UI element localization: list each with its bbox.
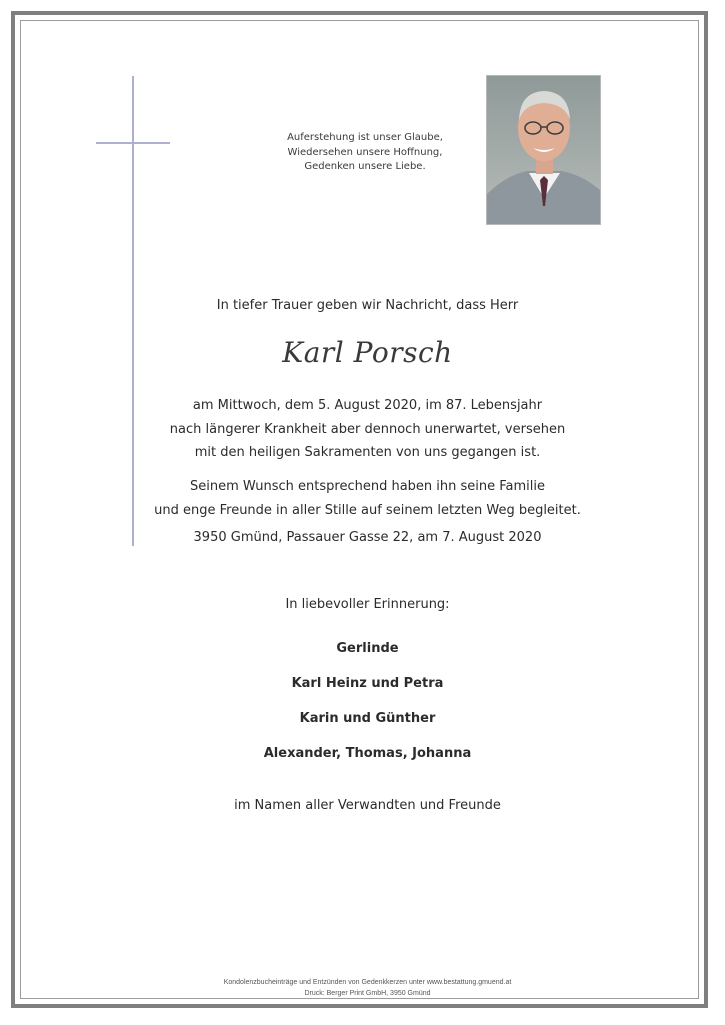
- footer-line: Druck: Berger Print GmbH, 3950 Gmünd: [304, 990, 431, 997]
- death-details: [100, 394, 635, 465]
- cross-icon-horizontal: [96, 142, 170, 144]
- family-member: Alexander, Thomas, Johanna: [263, 746, 472, 761]
- closing-text: im Namen aller Verwandten und Freunde: [234, 798, 501, 813]
- details-line: am Mittwoch, dem 5. August 2020, im 87. Lebensjahr: [192, 398, 543, 413]
- family-member: Gerlinde: [336, 641, 399, 656]
- details-line: mit den heiligen Sakramenten von uns gegangen ist.: [194, 445, 541, 460]
- quote-line: Wiedersehen unsere Hoffnung,: [287, 146, 443, 158]
- memory-heading: In liebevoller Erinnerung:: [285, 597, 450, 612]
- intro-text: In tiefer Trauer geben wir Nachricht, dass Herr: [216, 298, 519, 313]
- family-member: Karin und Günther: [299, 711, 436, 726]
- burial-line: und enge Freunde in aller Stille auf seinem letzten Weg begleitet.: [154, 502, 581, 518]
- family-member: Karl Heinz und Petra: [291, 676, 444, 691]
- burial-notice: [100, 475, 635, 522]
- quote-line: Auferstehung ist unser Glaube,: [287, 132, 443, 143]
- portrait-image: [487, 76, 601, 225]
- details-line: nach längerer Krankheit aber dennoch unerwartet, versehen: [169, 421, 566, 437]
- portrait-photo: [486, 75, 601, 225]
- memorial-quote: [250, 131, 480, 175]
- quote-line: Gedenken unsere Liebe.: [304, 161, 426, 172]
- footer: [100, 977, 635, 999]
- place-date: 3950 Gmünd, Passauer Gasse 22, am 7. August 2020: [193, 530, 542, 545]
- deceased-name: Karl Porsch: [282, 336, 453, 369]
- footer-line: Kondolenzbucheinträge und Entzünden von Gedenkkerzen unter www.bestattung.gmuend.at: [223, 979, 512, 986]
- burial-line: Seinem Wunsch entsprechend haben ihn seine Familie: [189, 479, 546, 494]
